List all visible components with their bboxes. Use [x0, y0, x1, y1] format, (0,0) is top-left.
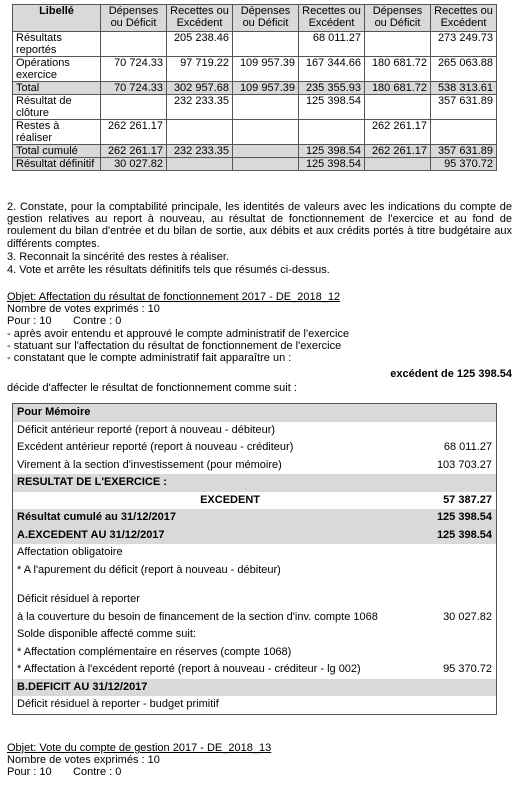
memo-value: 125 398.54	[436, 528, 492, 541]
memo-label: B.DEFICIT AU 31/12/2017	[17, 680, 148, 693]
results-cell: 95 370.72	[431, 158, 497, 171]
memo-row	[13, 439, 496, 457]
results-cell	[233, 158, 299, 171]
results-cell	[167, 120, 233, 145]
memo-label: * A l'apurement du déficit (report à nouveau - débiteur)	[17, 563, 281, 576]
memo-row	[13, 609, 496, 627]
results-row	[13, 120, 497, 145]
objet-title: Objet: Affectation du résultat de fonctionnement 2017 - DE_2018_12	[7, 291, 341, 303]
memo-resultat-exercice	[13, 474, 496, 492]
vote-contre: Contre : 0	[73, 766, 122, 779]
results-cell: 232 233.35	[167, 95, 233, 120]
memo-label: Solde disponible affecté comme suit:	[17, 628, 196, 640]
memo-table	[12, 403, 497, 715]
results-row	[13, 145, 497, 158]
memo-label: A.EXCEDENT AU 31/12/2017	[17, 528, 165, 541]
header-recettes: Recettes ou Excédent	[299, 5, 365, 32]
memo-label: Déficit résiduel à reporter	[17, 593, 140, 605]
results-header-row	[13, 5, 497, 32]
results-cell: 68 011.27	[299, 32, 365, 57]
votes-count: Nombre de votes exprimés : 10	[7, 303, 160, 316]
memo-b-deficit-row	[13, 679, 496, 697]
results-cell: 180 681.72	[365, 57, 431, 82]
results-row-label: Restes à réaliser	[13, 120, 101, 145]
results-cell: 97 719.22	[167, 57, 233, 82]
votes-count: Nombre de votes exprimés : 10	[7, 754, 160, 767]
paragraph-3: 3. Reconnait la sincérité des restes à réaliser.	[7, 251, 229, 263]
results-table	[12, 4, 497, 171]
memo-label: RESULTAT DE L'EXERCICE :	[17, 476, 167, 488]
memo-label: Résultat cumulé au 31/12/2017	[17, 511, 176, 523]
results-cell: 180 681.72	[365, 82, 431, 95]
results-cell	[167, 158, 233, 171]
memo-label: Déficit résiduel à reporter - budget primitif	[17, 698, 219, 710]
memo-value: 68 011.27	[443, 441, 492, 453]
results-cell	[233, 32, 299, 57]
results-row	[13, 158, 497, 171]
results-row-label: Résultat définitif	[13, 158, 101, 171]
results-cell: 109 957.39	[233, 57, 299, 82]
memo-row	[13, 591, 496, 609]
header-libelle: Libellé	[13, 5, 101, 32]
memo-row	[13, 696, 496, 714]
memo-value: 30 027.82	[443, 610, 492, 623]
results-cell	[233, 95, 299, 120]
section-affectation	[7, 291, 512, 395]
bullet-2: - statuant sur l'affectation du résultat de fonctionnement de l'exercice	[7, 339, 342, 352]
header-recettes: Recettes ou Excédent	[167, 5, 233, 32]
memo-pour-memoire	[13, 404, 496, 422]
memo-value: 57 387.27	[443, 493, 492, 506]
header-recettes: Recettes ou Excédent	[431, 5, 497, 32]
results-row-label: Total	[13, 82, 101, 95]
results-cell	[101, 32, 167, 57]
memo-row	[13, 422, 496, 440]
memo-label: * Affectation à l'excédent reporté (report à nouveau - créditeur - lg 002)	[17, 663, 361, 675]
results-cell: 262 261.17	[365, 145, 431, 158]
results-row	[13, 82, 497, 95]
section-compte-gestion	[7, 742, 512, 779]
vote-pour: Pour : 10	[7, 315, 52, 328]
results-row-label: Résultats reportés	[13, 32, 101, 57]
memo-row	[13, 661, 496, 679]
results-cell: 262 261.17	[101, 120, 167, 145]
results-cell: 70 724.33	[101, 57, 167, 82]
results-cell: 262 261.17	[101, 145, 167, 158]
results-cell: 167 344.66	[299, 57, 365, 82]
results-cell: 262 261.17	[365, 120, 431, 145]
results-cell: 265 063.88	[431, 57, 497, 82]
memo-row	[13, 562, 496, 580]
memo-label: à la couverture du besoin de financement de la section d'inv. compte 1068	[17, 610, 378, 623]
results-row-label: Opérations exercice	[13, 57, 101, 82]
objet-title: Objet: Vote du compte de gestion 2017 - DE_2018_13	[7, 742, 272, 754]
memo-row	[13, 626, 496, 644]
results-cell	[365, 95, 431, 120]
results-cell	[233, 120, 299, 145]
memo-row	[13, 644, 496, 662]
results-cell: 235 355.93	[299, 82, 365, 95]
results-cell	[431, 120, 497, 145]
results-cell: 302 957.68	[167, 82, 233, 95]
memo-label: Pour Mémoire	[17, 406, 91, 418]
memo-label: EXCEDENT	[200, 493, 260, 506]
bullet-1: - après avoir entendu et approuvé le compte administratif de l'exercice	[7, 327, 350, 340]
results-cell: 109 957.39	[233, 82, 299, 95]
vote-result	[7, 315, 512, 327]
results-cell: 205 238.46	[167, 32, 233, 57]
results-cell: 125 398.54	[299, 95, 365, 120]
results-row	[13, 57, 497, 82]
results-cell: 357 631.89	[431, 145, 497, 158]
results-row	[13, 95, 497, 120]
memo-excedent-row	[13, 492, 496, 510]
memo-row	[13, 544, 496, 562]
memo-label: Affectation obligatoire	[17, 546, 123, 558]
memo-a-excedent-row	[13, 527, 496, 545]
results-cell: 232 233.35	[167, 145, 233, 158]
memo-value: 95 370.72	[443, 663, 492, 675]
results-cell: 125 398.54	[299, 158, 365, 171]
results-cell	[365, 32, 431, 57]
vote-pour: Pour : 10	[7, 766, 52, 779]
results-row	[13, 32, 497, 57]
results-cell: 273 249.73	[431, 32, 497, 57]
vote-result	[7, 766, 512, 778]
paragraph-2: 2. Constate, pour la comptabilité principale, les identités de valeurs avec les indications du compte de gestion relatives au report à nouveau, au résultat de fonctionnement de l'exercice et au fond de roulement du bilan d'entrée et du bilan de sortie, aux débits et aux crédits portés à titre budgétaire aux différents comptes.	[7, 201, 512, 250]
results-cell: 70 724.33	[101, 82, 167, 95]
results-cell	[233, 145, 299, 158]
header-depenses: Dépenses ou Déficit	[365, 5, 431, 32]
results-cell: 30 027.82	[101, 158, 167, 171]
bullet-3: - constatant que le compte administratif fait apparaître un :	[7, 352, 292, 365]
vote-contre: Contre : 0	[73, 315, 122, 328]
memo-label: * Affectation complémentaire en réserves (compte 1068)	[17, 645, 292, 658]
memo-label: Excédent antérieur reporté (report à nouveau - créditeur)	[17, 441, 294, 453]
results-cell	[299, 120, 365, 145]
results-cell: 357 631.89	[431, 95, 497, 120]
memo-cumule-row	[13, 509, 496, 527]
results-cell: 538 313.61	[431, 82, 497, 95]
results-row-label: Résultat de clôture	[13, 95, 101, 120]
memo-label: Virement à la section d'investissement (pour mémoire)	[17, 458, 282, 471]
results-cell	[365, 158, 431, 171]
decide-text: décide d'affecter le résultat de fonctionnement comme suit :	[7, 382, 297, 395]
memo-value: 125 398.54	[436, 511, 492, 523]
memo-value: 103 703.27	[436, 458, 492, 471]
memo-label: Déficit antérieur reporté (report à nouveau - débiteur)	[17, 423, 276, 436]
paragraph-4: 4. Vote et arrête les résultats définitifs tels que résumés ci-dessus.	[7, 264, 330, 276]
excedent-amount: excédent de 125 398.54	[390, 368, 512, 381]
results-row-label: Total cumulé	[13, 145, 101, 158]
memo-row	[13, 457, 496, 475]
header-depenses: Dépenses ou Déficit	[101, 5, 167, 32]
results-cell: 125 398.54	[299, 145, 365, 158]
memo-spacer	[13, 579, 496, 591]
header-depenses: Dépenses ou Déficit	[233, 5, 299, 32]
results-cell	[101, 95, 167, 120]
